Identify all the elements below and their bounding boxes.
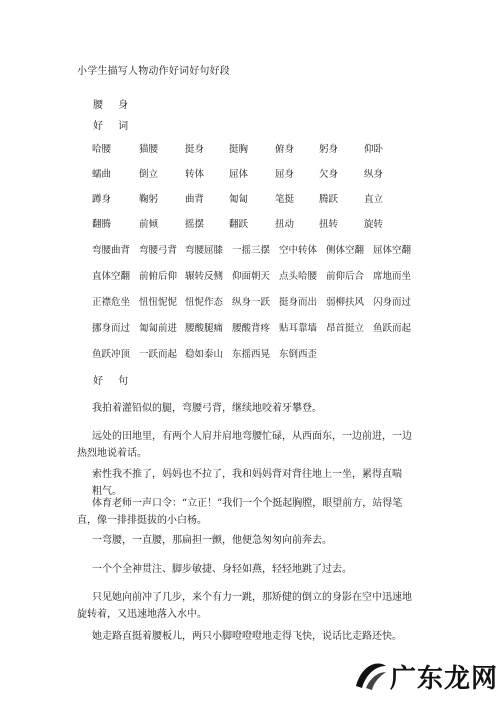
word: 扭动 — [275, 219, 295, 230]
word: 席地而坐 — [373, 271, 412, 282]
word: 弯腰曲背 — [92, 245, 131, 256]
sentence-paragraph: 索性我不推了，妈妈也不拉了，我和妈妈背对背往地上一坐，累得直喘粗气。 — [92, 469, 402, 497]
word: 前俯后仰 — [139, 271, 178, 282]
word: 匍匐 — [229, 194, 249, 205]
word: 点头哈腰 — [279, 271, 318, 282]
word: 蠕曲 — [92, 169, 112, 180]
word: 昂首挺立 — [326, 323, 365, 334]
word: 曲背 — [185, 194, 205, 205]
word: 弯腰弓背 — [139, 245, 178, 256]
sentence-paragraph: 只见她向前冲了几步，来个有力一跳，那矫健的倒立的身影在空中迅速地旋转着，又迅速地落入水中。 — [77, 592, 412, 620]
word: 扭转 — [319, 219, 339, 230]
sentence-paragraph: 一个个全神贯注、脚步敏捷、身轻如燕，轻轻地跳了过去。 — [92, 564, 352, 575]
word: 纵身一跃 — [232, 297, 271, 308]
word: 欠身 — [319, 169, 339, 180]
word: 俯身 — [275, 144, 295, 155]
word: 屈体 — [229, 169, 249, 180]
watermark-text: 广东龙网 — [390, 664, 499, 694]
sentence-paragraph: 体育老师一声口令：“立正！”我们一个个挺起胸膛，眼望前方，站得笔直，像一排排挺拔的小白杨。 — [77, 498, 403, 526]
word: 弯腰屈膝 — [185, 245, 224, 256]
word: 忸忸怩怩 — [139, 297, 178, 308]
word: 屈体空翻 — [373, 245, 412, 256]
word: 空中转体 — [279, 245, 318, 256]
word: 辗转反侧 — [185, 271, 224, 282]
word: 仰卧 — [364, 144, 384, 155]
word: 贴耳靠墙 — [279, 323, 318, 334]
sentence-paragraph: 我拍着灌铅似的腿，弯腰弓背，继续地咬着牙攀登。 — [92, 403, 322, 414]
word: 纵身 — [364, 169, 384, 180]
word: 直体空翻 — [92, 271, 131, 282]
word: 一摇三摆 — [232, 245, 271, 256]
word: 倒立 — [139, 169, 159, 180]
sentence-paragraph: 她走路直挺着腰板儿，两只小脚噔噔噔地走得飞快，说话比走路还快。 — [92, 631, 402, 642]
word: 东倒西歪 — [279, 349, 318, 360]
word: 翻跃 — [229, 219, 249, 230]
word: 弱柳扶风 — [326, 297, 365, 308]
word: 一跃而起 — [139, 349, 178, 360]
word: 腰酸腿痛 — [185, 323, 224, 334]
word: 旋转 — [364, 219, 384, 230]
word: 笔挺 — [275, 194, 295, 205]
word: 东摇西晃 — [232, 349, 271, 360]
word: 摇摆 — [185, 219, 205, 230]
word: 翻腾 — [92, 219, 112, 230]
word: 躬身 — [319, 144, 339, 155]
word: 屈身 — [275, 169, 295, 180]
word: 挺胸 — [229, 144, 249, 155]
word: 忸怩作态 — [185, 297, 224, 308]
word: 匍匐前进 — [139, 323, 178, 334]
sentence-paragraph: 远处的田地里，有两个人肩并肩地弯腰忙碌，从西面东，一边前进，一边热烈地说着话。 — [77, 431, 412, 459]
word: 闪身而过 — [373, 297, 412, 308]
word: 鞠躬 — [139, 194, 159, 205]
word: 哈腰 — [92, 144, 112, 155]
sentence-paragraph: 一弯腰，一直腰，那扁担一颤，他便急匆匆向前奔去。 — [92, 535, 332, 546]
word: 挺身而出 — [279, 297, 318, 308]
word: 鱼跃而起 — [373, 323, 412, 334]
word: 鱼跃冲顶 — [92, 349, 131, 360]
word: 腾跃 — [319, 194, 339, 205]
word: 侧体空翻 — [326, 245, 365, 256]
word: 前仰后合 — [326, 271, 365, 282]
word: 挪身而过 — [92, 323, 131, 334]
section-heading-words: 好 词 — [93, 121, 135, 132]
word: 正襟危坐 — [92, 297, 131, 308]
section-heading-yao: 腰 身 — [93, 100, 135, 111]
word: 挺身 — [185, 144, 205, 155]
word: 仰面朝天 — [232, 271, 271, 282]
word: 腰酸背疼 — [232, 323, 271, 334]
section-heading-sentences: 好 句 — [93, 376, 135, 387]
watermark — [352, 654, 499, 694]
word: 转体 — [185, 169, 205, 180]
logo-swoosh-icon — [352, 656, 390, 694]
word: 蹲身 — [92, 194, 112, 205]
word: 直立 — [364, 194, 384, 205]
word: 前倾 — [139, 219, 159, 230]
page-title: 小学生描写人物动作好词好句好段 — [77, 66, 230, 77]
word: 猫腰 — [139, 144, 159, 155]
word: 稳如泰山 — [185, 349, 224, 360]
